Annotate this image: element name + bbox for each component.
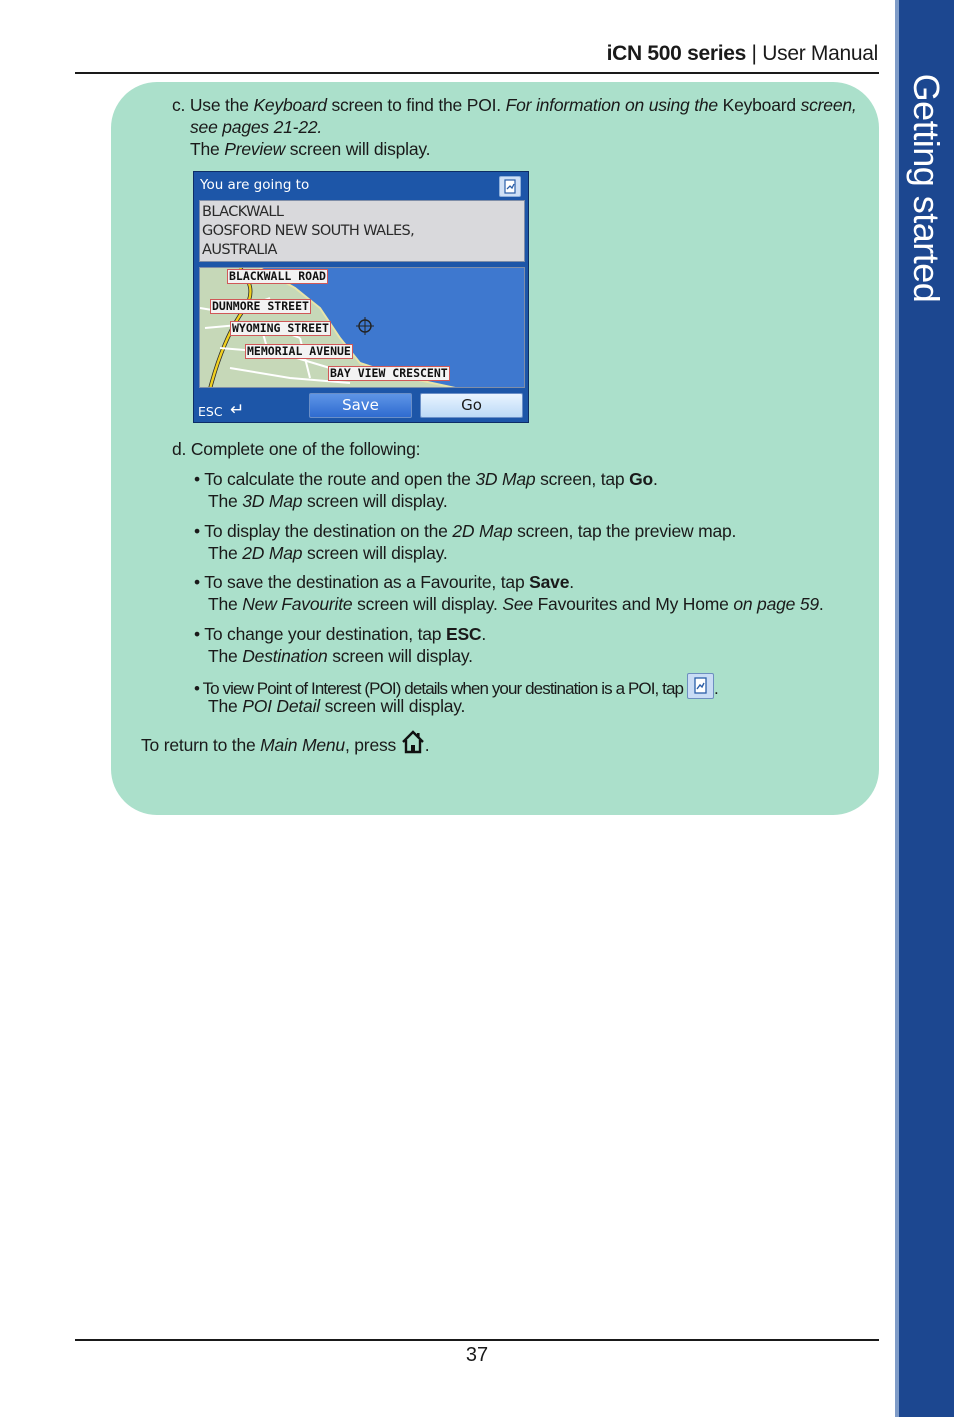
bullet-text: screen will display.	[352, 594, 503, 614]
info-ref: For information on using the	[505, 95, 718, 115]
screen-ref: New Favourite	[242, 594, 353, 614]
button-ref: Save	[529, 572, 570, 592]
bullet-text: • To display the destination on the	[194, 521, 453, 541]
address-line: BLACKWALL	[202, 204, 284, 220]
bullet-esc-result	[208, 645, 473, 667]
poi-detail-icon	[499, 176, 521, 197]
step-c-line2	[190, 116, 322, 138]
step-c-text: The	[190, 139, 225, 159]
return-instruction	[141, 730, 429, 756]
footer-rule	[75, 1339, 879, 1341]
side-tab-label: Getting started	[906, 73, 947, 303]
bullet-esc	[194, 623, 486, 645]
bullet-text: .	[653, 469, 658, 489]
step-c-line3	[190, 138, 430, 160]
street-label: BLACKWALL ROAD	[229, 269, 326, 283]
step-c-line1	[172, 94, 857, 116]
street-label: DUNMORE STREET	[212, 299, 309, 313]
preview-ref: Preview	[224, 139, 286, 159]
screen-ref: 2D Map	[242, 543, 303, 563]
bullet-text: .	[818, 594, 824, 614]
return-text: .	[424, 735, 430, 755]
bullet-go	[194, 468, 658, 490]
step-d-intro: d. Complete one of the following:	[172, 439, 421, 459]
step-c-text: c. Use the	[172, 95, 254, 115]
bullet-text: .	[481, 624, 487, 644]
poi-detail-icon	[687, 673, 714, 699]
header-series: iCN 500 series	[606, 42, 747, 65]
return-text: , press	[344, 735, 401, 755]
bullet-save	[194, 571, 574, 593]
screen-ref: 3D Map	[475, 469, 536, 489]
see-ref: See	[502, 594, 533, 614]
bullet-2d-map-result	[208, 542, 448, 564]
destination-address	[199, 200, 525, 262]
main-menu-ref: Main Menu	[260, 735, 345, 755]
button-ref: ESC	[445, 624, 482, 644]
step-c-text: screen will display.	[285, 139, 431, 159]
step-c-text: screen to find the POI.	[326, 95, 506, 115]
bullet-text: screen, tap the preview map.	[512, 521, 737, 541]
page-number: 37	[465, 1344, 489, 1366]
see-pages-ref: see pages 21-22.	[190, 117, 323, 137]
bullet-save-result	[208, 593, 824, 615]
back-arrow-icon: ↵	[230, 400, 245, 419]
header-manual: User Manual	[762, 42, 878, 65]
device-button-bar	[194, 392, 529, 423]
screen-ref: 2D Map	[452, 521, 513, 541]
bullet-poi-result	[208, 695, 465, 717]
bullet-text: The	[208, 543, 243, 563]
side-tab-edge	[895, 0, 899, 1417]
bullet-text: screen will display.	[327, 646, 473, 666]
screen-ref: POI Detail	[242, 696, 320, 716]
go-button[interactable]: Go	[420, 393, 523, 418]
home-icon	[401, 730, 425, 754]
return-text: To return to the	[141, 735, 261, 755]
street-label: BAY VIEW CRESCENT	[330, 366, 448, 380]
header-separator: |	[746, 42, 763, 65]
screen-ref: Destination	[242, 646, 328, 666]
bullet-text: screen, tap	[535, 469, 630, 489]
preview-map[interactable]	[199, 267, 525, 388]
bullet-text: • To save the destination as a Favourite, tap	[194, 572, 530, 592]
bullet-text: • To calculate the route and open the	[194, 469, 476, 489]
device-title: You are going to	[200, 177, 310, 193]
street-label: WYOMING STREET	[232, 321, 329, 335]
screen-ref: screen,	[800, 95, 857, 115]
screen-ref: 3D Map	[242, 491, 303, 511]
button-ref: Go	[629, 469, 654, 489]
esc-button[interactable]	[194, 392, 274, 423]
bullet-text: screen will display.	[302, 543, 448, 563]
page-ref: on page 59	[733, 594, 819, 614]
address-line: AUSTRALIA	[202, 242, 277, 258]
esc-label: ESC	[198, 404, 223, 419]
bullet-text: The	[208, 594, 243, 614]
header-rule	[75, 72, 879, 74]
bullet-text: The	[208, 696, 243, 716]
bullet-text: .	[569, 572, 574, 592]
address-line: GOSFORD NEW SOUTH WALES,	[202, 223, 415, 239]
bullet-go-result	[208, 490, 448, 512]
save-button[interactable]: Save	[309, 393, 412, 418]
bullet-text: The	[208, 491, 243, 511]
bullet-text: • To view Point of Interest (POI) details when your destination is a POI, tap	[194, 679, 687, 698]
street-label: MEMORIAL AVENUE	[247, 344, 351, 358]
bullet-text: screen will display.	[319, 696, 466, 716]
bullet-text: .	[713, 679, 718, 698]
bullet-text: screen will display.	[302, 491, 448, 511]
keyboard-ref-2: Keyboard	[717, 95, 801, 115]
bullet-text: The	[208, 646, 243, 666]
header-title	[607, 42, 878, 66]
bullet-text: Favourites and My Home	[532, 594, 734, 614]
keyboard-ref: Keyboard	[253, 95, 327, 115]
preview-screenshot	[193, 171, 529, 423]
bullet-2d-map	[194, 520, 736, 542]
bullet-text: • To change your destination, tap	[194, 624, 446, 644]
